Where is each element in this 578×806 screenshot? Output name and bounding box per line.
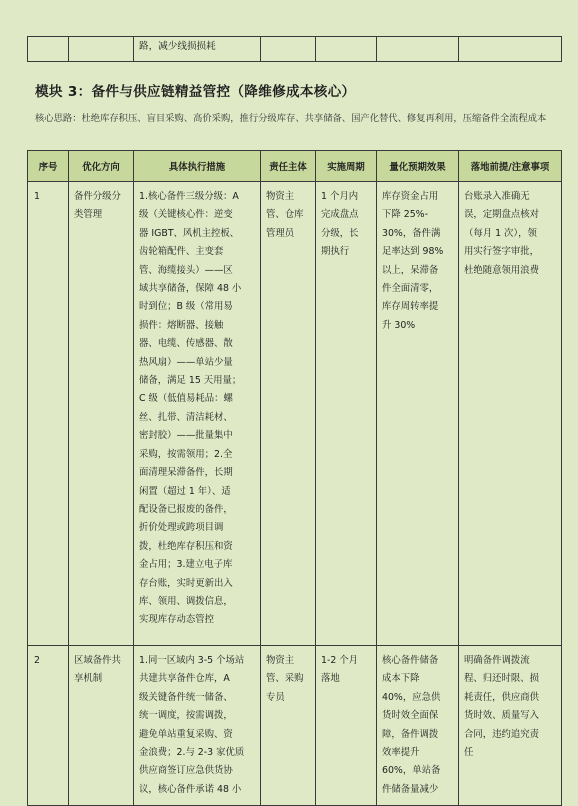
table-cell (316, 37, 377, 62)
row-owner: 物资主 管、仓库 管理员 (261, 182, 316, 646)
row-number: 2 (28, 646, 69, 806)
table-row (28, 37, 562, 62)
row-number: 1 (28, 182, 69, 646)
row-direction: 备件分级分 类管理 (69, 182, 134, 646)
row-measures: 1.核心备件三级分级：A 级（关键核心件：逆变 器 IGBT、风机主控板、 齿轮箱配件、主变套 管、海缆接头）——区 域共享储备，保障 48 小 时到位；B 级（常用易 损件：熔断器、接触 器、电缆、传感器、散 热风扇）——单站少量 储备，满足 15 天用量； C 级（低值易耗品：螺 丝、扎带、清洁耗材、 密封胶）——批量集中 采购，按需领用；2.全 面清理呆滞备件，长期 闲置（超过 1 年）、适 配设备已报废的备件， 折价处理或跨项目调 拨，杜绝库存积压和资 金占用；3.建立电子库 存台账，实时更新出入 库、领用、调拨信息， 实现库存动态管控 (134, 182, 261, 646)
row-owner: 物资主 管、采购 专员 (261, 646, 316, 806)
header-period: 实施周期 (316, 151, 377, 182)
row-period: 1-2 个月 落地 (316, 646, 377, 806)
optimization-table (27, 150, 562, 806)
header-owner: 责任主体 (261, 151, 316, 182)
module-core-idea: 核心思路：杜绝库存积压、盲目采购、高价采购，推行分级库存、共享储备、国产化替代、修复再利用，压缩备件全流程成本 (35, 113, 547, 124)
previous-table-fragment (27, 36, 562, 62)
row-measures: 1.同一区域内 3-5 个场站 共建共享备件仓库，A 级关键备件统一储备、 统一调度，按需调拨， 避免单站重复采购、资 金浪费；2.与 2-3 家优质 供应商签订应急供货协 议，核心备件承诺 48 小 (134, 646, 261, 806)
table-cell: 路，减少线损损耗 (134, 37, 261, 62)
table-cell (459, 37, 562, 62)
row-effect: 库存资金占用 下降 25%- 30%，备件满 足率达到 98% 以上，呆滞备 件全面清零， 库存周转率提 升 30% (377, 182, 459, 646)
row-effect: 核心备件储备 成本下降 40%，应急供 货时效全面保 障，备件调拨 效率提升 60%，单站备 件储备量减少 (377, 646, 459, 806)
module-title: 模块 3：备件与供应链精益管控（降维修成本核心） (35, 84, 356, 100)
table-row (28, 182, 562, 646)
table-cell (261, 37, 316, 62)
table-row (28, 646, 562, 806)
table-cell (69, 37, 134, 62)
header-direction: 优化方向 (69, 151, 134, 182)
row-direction: 区域备件共 享机制 (69, 646, 134, 806)
header-effect: 量化预期效果 (377, 151, 459, 182)
row-notes: 台账录入准确无 误，定期盘点核对 （每月 1 次），领 用实行签字审批， 杜绝随意领用浪费 (459, 182, 562, 646)
table-cell (28, 37, 69, 62)
header-notes: 落地前提/注意事项 (459, 151, 562, 182)
row-notes: 明确备件调拨流 程、归还时限、损 耗责任，供应商供 货时效、质量写入 合同，违约追究责 任 (459, 646, 562, 806)
header-number: 序号 (28, 151, 69, 182)
header-measures: 具体执行措施 (134, 151, 261, 182)
row-period: 1 个月内 完成盘点 分级，长 期执行 (316, 182, 377, 646)
table-cell (377, 37, 459, 62)
table-header-row (28, 151, 562, 182)
